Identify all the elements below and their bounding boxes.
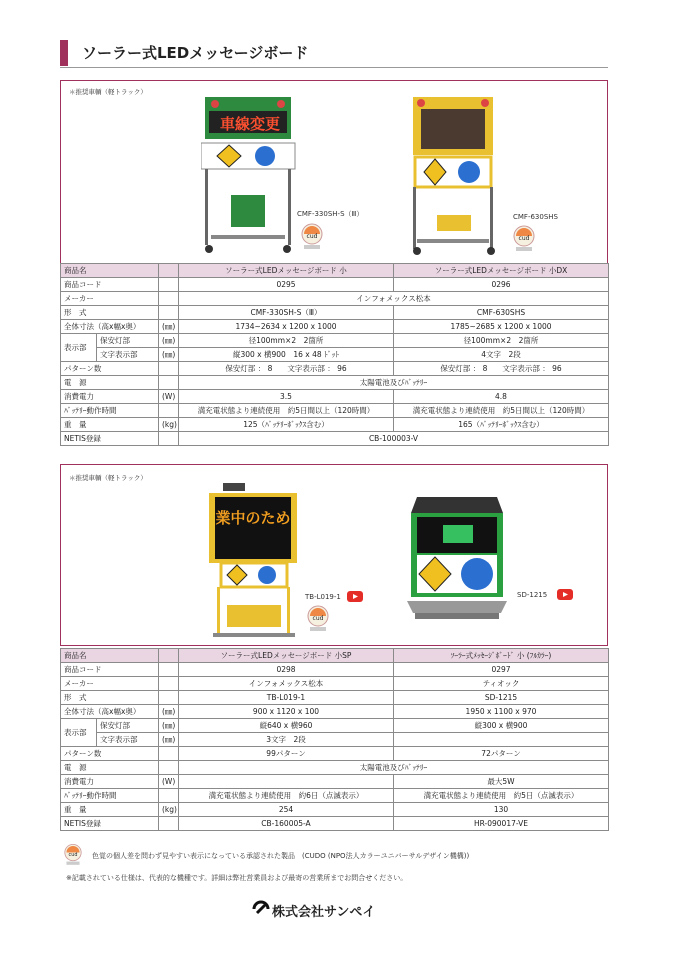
row-unit (159, 761, 179, 775)
row-unit (159, 747, 179, 761)
product-caption-1: CMF-330SH-S（Ⅲ） (297, 210, 364, 218)
vehicle-note: ＊推奨車輌（軽トラック） (69, 474, 147, 482)
row-unit (159, 264, 179, 278)
table-cell: インフォメックス松本 (179, 292, 609, 306)
table-cell: ソーラー式LEDメッセージボード 小SP (179, 649, 394, 663)
row-unit (159, 432, 179, 446)
company-logo-icon (252, 900, 270, 918)
table-row (61, 663, 609, 677)
cud-badge-icon (513, 225, 535, 253)
row-label: 商品名 (61, 264, 159, 278)
row-unit: (㎜) (159, 733, 179, 747)
row-label: パターン数 (61, 362, 159, 376)
table-row (61, 817, 609, 831)
row-unit: (W) (159, 390, 179, 404)
tb-l019-product-image (207, 481, 301, 641)
product-caption-3: TB-L019-1 (305, 593, 341, 601)
led-sign-text-2: 業中のため (215, 509, 291, 527)
row-label: 形 式 (61, 691, 159, 705)
table-cell: 満充電状態より連続使用 約5日（点滅表示） (394, 789, 609, 803)
product-caption-4: SD-1215 (517, 591, 548, 599)
table-cell: 254 (179, 803, 394, 817)
table-cell: CMF-630SHS (394, 306, 609, 320)
table-row (61, 320, 609, 334)
row-label: 商品名 (61, 649, 159, 663)
table-cell: 太陽電池及びﾊﾞｯﾃﾘｰ (179, 761, 609, 775)
cmf-630shs-product-image (409, 95, 499, 257)
table-cell: TB-L019-1 (179, 691, 394, 705)
row-unit (159, 817, 179, 831)
row-unit (159, 691, 179, 705)
table-cell: 3.5 (179, 390, 394, 404)
table-cell: 130 (394, 803, 609, 817)
row-label: 商品コード (61, 278, 159, 292)
row-label: ﾊﾞｯﾃﾘｰ動作時間 (61, 789, 159, 803)
spec-table-2 (60, 648, 609, 831)
table-cell: 0298 (179, 663, 394, 677)
row-group-label: 表示部 (61, 719, 97, 747)
table-row (61, 390, 609, 404)
table-cell: 満充電状態より連続使用 約5日間以上（120時間） (394, 404, 609, 418)
table-row (61, 348, 609, 362)
table-row (61, 432, 609, 446)
table-row (61, 264, 609, 278)
row-label: 全体寸法（高x幅x奥） (61, 320, 159, 334)
product-caption-2: CMF-630SHS (513, 213, 558, 221)
table-cell: ｿｰﾗｰ式ﾒｯｾｰｼﾞﾎﾞｰﾄﾞ 小 (ﾌﾙｶﾗｰ) (394, 649, 609, 663)
svg-text:cud: cud (518, 235, 530, 242)
row-unit (159, 376, 179, 390)
table-cell: 太陽電池及びﾊﾞｯﾃﾘｰ (179, 376, 609, 390)
row-label: メーカー (61, 677, 159, 691)
product-photo-panel-2 (60, 464, 608, 646)
row-group-label: 表示部 (61, 334, 97, 362)
table-row (61, 775, 609, 789)
row-unit (159, 306, 179, 320)
row-sub-label: 保安灯部 (97, 719, 159, 733)
table-cell: SD-1215 (394, 691, 609, 705)
row-label: NETIS登録 (61, 817, 159, 831)
table-cell: 径100mm×2 2箇所 (394, 334, 609, 348)
row-label: 重 量 (61, 803, 159, 817)
table-cell: 0295 (179, 278, 394, 292)
row-unit (159, 278, 179, 292)
table-row (61, 376, 609, 390)
row-label: 消費電力 (61, 390, 159, 404)
cud-badge-icon (307, 605, 329, 633)
table-row (61, 691, 609, 705)
row-label: 電 源 (61, 761, 159, 775)
cud-note: 色覚の個人差を問わず見やすい表示になっている承認された製品 (CUDO (NPO法人カラーユニバーサルデザイン機構)) (92, 852, 470, 860)
row-unit (159, 789, 179, 803)
table-cell: 1785~2685 x 1200 x 1000 (394, 320, 609, 334)
row-label: メーカー (61, 292, 159, 306)
table-row (61, 705, 609, 719)
table-cell: 4文字 2段 (394, 348, 609, 362)
svg-text:cud: cud (68, 851, 78, 858)
led-sign-text-1: 車線変更 (219, 115, 280, 133)
row-sub-label: 文字表示部 (97, 733, 159, 747)
row-unit: (㎜) (159, 334, 179, 348)
table-row (61, 747, 609, 761)
row-unit (159, 292, 179, 306)
row-label: 消費電力 (61, 775, 159, 789)
page-header (60, 40, 608, 66)
row-label: 全体寸法（高x幅x奥） (61, 705, 159, 719)
table-cell (394, 733, 609, 747)
table-cell: 4.8 (394, 390, 609, 404)
row-unit: (㎜) (159, 719, 179, 733)
row-label: NETIS登録 (61, 432, 159, 446)
vehicle-note: ＊推奨車輌（軽トラック） (69, 88, 147, 96)
table-cell: CB-100003-V (179, 432, 609, 446)
table-row (61, 803, 609, 817)
row-unit (159, 362, 179, 376)
row-unit (159, 663, 179, 677)
row-label: 商品コード (61, 663, 159, 677)
table-row (61, 278, 609, 292)
row-unit: (W) (159, 775, 179, 789)
table-cell: 保安灯部 ： 8 文字表示部 ： 96 (179, 362, 394, 376)
table-cell: 99パターン (179, 747, 394, 761)
footer-note: ※記載されている仕様は、代表的な機種です。詳細は弊社営業員および最寄の営業所までお問合せください。 (66, 874, 408, 882)
table-cell: 1950 x 1100 x 970 (394, 705, 609, 719)
table-row (61, 733, 609, 747)
row-label: 形 式 (61, 306, 159, 320)
table-cell: 72パターン (394, 747, 609, 761)
table-cell: インフォメックス松本 (179, 677, 394, 691)
table-row (61, 761, 609, 775)
table-row (61, 789, 609, 803)
row-label: 重 量 (61, 418, 159, 432)
row-unit: (㎜) (159, 705, 179, 719)
row-label: ﾊﾞｯﾃﾘｰ動作時間 (61, 404, 159, 418)
table-cell: 3文字 2段 (179, 733, 394, 747)
product-photo-panel-1 (60, 80, 608, 264)
header-accent-bar (60, 40, 68, 66)
table-cell: 径100mm×2 2箇所 (179, 334, 394, 348)
svg-text:cud: cud (306, 233, 318, 240)
row-label: 電 源 (61, 376, 159, 390)
header-divider (60, 67, 608, 68)
company-name: 株式会社サンペイ (272, 905, 376, 920)
row-unit: (㎜) (159, 348, 179, 362)
table-row (61, 292, 609, 306)
table-row (61, 719, 609, 733)
row-unit: (kg) (159, 803, 179, 817)
table-cell: 満充電状態より連続使用 約5日間以上（120時間） (179, 404, 394, 418)
table-cell: 0296 (394, 278, 609, 292)
sd-1215-product-image (405, 483, 509, 633)
row-unit: (㎜) (159, 320, 179, 334)
row-label: パターン数 (61, 747, 159, 761)
table-cell: 1734~2634 x 1200 x 1000 (179, 320, 394, 334)
row-unit (159, 404, 179, 418)
svg-text:cud: cud (312, 615, 324, 622)
table-cell: 0297 (394, 663, 609, 677)
table-cell: 縦300 x 横900 (394, 719, 609, 733)
table-row (61, 306, 609, 320)
table-cell: CB-160005-A (179, 817, 394, 831)
row-sub-label: 文字表示部 (97, 348, 159, 362)
row-unit (159, 677, 179, 691)
table-row (61, 362, 609, 376)
table-cell: ソーラー式LEDメッセージボード 小 (179, 264, 394, 278)
table-cell: 900 x 1120 x 100 (179, 705, 394, 719)
table-cell: 満充電状態より連続使用 約6日（点滅表示） (179, 789, 394, 803)
table-row (61, 649, 609, 663)
table-cell: 縦300 x 横900 16 x 48 ﾄﾞｯﾄ (179, 348, 394, 362)
table-cell (179, 775, 394, 789)
table-cell: 最大5W (394, 775, 609, 789)
table-cell: 165（ﾊﾞｯﾃﾘｰﾎﾞｯｸｽ含む） (394, 418, 609, 432)
table-cell: ティオック (394, 677, 609, 691)
cud-badge-icon (64, 843, 82, 867)
spec-table-1 (60, 263, 609, 446)
table-row (61, 334, 609, 348)
table-cell: ソーラー式LEDメッセージボード 小DX (394, 264, 609, 278)
row-sub-label: 保安灯部 (97, 334, 159, 348)
cud-badge-icon (301, 223, 323, 251)
table-cell: 保安灯部 ： 8 文字表示部 ： 96 (394, 362, 609, 376)
row-unit: (kg) (159, 418, 179, 432)
row-unit (159, 649, 179, 663)
table-row (61, 418, 609, 432)
table-cell: HR-090017-VE (394, 817, 609, 831)
youtube-icon[interactable] (557, 589, 573, 600)
table-cell: 125（ﾊﾞｯﾃﾘｰﾎﾞｯｸｽ含む） (179, 418, 394, 432)
table-cell: 縦640 x 横960 (179, 719, 394, 733)
table-row (61, 677, 609, 691)
table-row (61, 404, 609, 418)
page-title: ソーラー式LEDメッセージボード (82, 44, 309, 62)
table-cell: CMF-330SH-S（Ⅲ） (179, 306, 394, 320)
youtube-icon[interactable] (347, 591, 363, 602)
